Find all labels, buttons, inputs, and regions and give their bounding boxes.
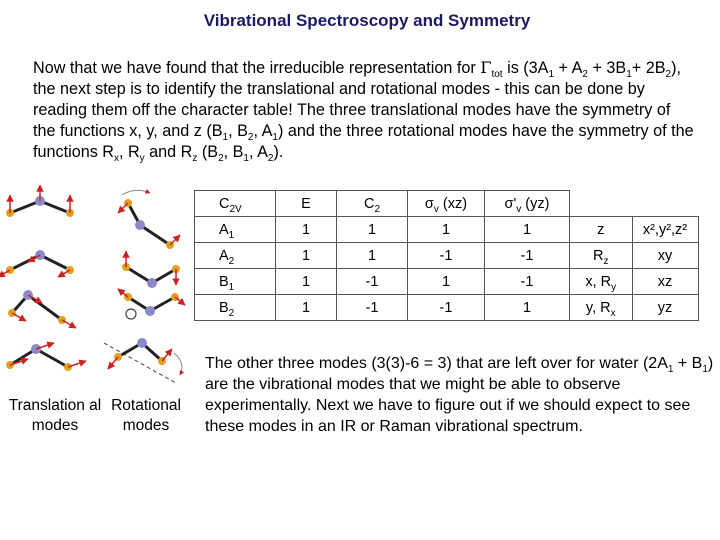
character-value: 1 xyxy=(276,217,337,243)
intro-text: , A xyxy=(248,143,268,161)
subscript: 1 xyxy=(667,364,674,376)
intro-text: , R xyxy=(118,143,140,161)
character-value: 1 xyxy=(485,295,570,321)
quadratic-function: xz xyxy=(632,269,698,295)
subscript: z xyxy=(192,153,198,165)
linear-function: $R_z$ xyxy=(570,243,633,269)
character-value: 1 xyxy=(408,217,485,243)
table-row xyxy=(195,269,699,295)
gamma-symbol: Γ xyxy=(480,58,492,77)
header-linear xyxy=(570,191,633,217)
quadratic-function: xy xyxy=(632,243,698,269)
subscript: 2 xyxy=(665,69,672,81)
subscript: 1 xyxy=(243,153,249,165)
subscript: y xyxy=(139,153,145,165)
subscript: 1 xyxy=(548,69,555,81)
linear-function: z xyxy=(570,217,633,243)
closing-paragraph xyxy=(205,353,717,437)
rotation-mode-1 xyxy=(118,190,180,249)
subscript: tot xyxy=(491,69,503,81)
header-group: $C_{2V}$ xyxy=(195,191,276,217)
intro-text: (B xyxy=(197,143,219,161)
subscript: 2 xyxy=(218,153,224,165)
slide-title: Vibrational Spectroscopy and Symmetry xyxy=(203,11,531,30)
quadratic-function: yz xyxy=(632,295,698,321)
intro-text: is (3A xyxy=(502,59,549,77)
character-value: -1 xyxy=(485,269,570,295)
translation-arrow-icon xyxy=(118,289,128,297)
character-value: 1 xyxy=(337,243,408,269)
translation-mode-1 xyxy=(6,185,74,217)
intro-text: + A xyxy=(554,59,583,77)
translation-arrow-icon xyxy=(118,203,128,213)
translation-arrow-icon xyxy=(108,357,118,369)
subscript: 1 xyxy=(702,364,708,376)
translation-arrow-icon xyxy=(175,297,185,305)
rotational-modes-caption: Rotational modes xyxy=(111,397,181,434)
table-body xyxy=(195,217,699,321)
intro-text: and R xyxy=(144,143,193,161)
character-value: -1 xyxy=(485,243,570,269)
intro-text: , B xyxy=(223,143,244,161)
translation-arrow-icon xyxy=(12,313,26,321)
character-value: 1 xyxy=(276,295,337,321)
translation-mode-2 xyxy=(0,250,74,277)
mode-illustrations xyxy=(0,185,194,395)
table-row xyxy=(195,243,699,269)
translational-modes-caption: Translation al modes xyxy=(8,397,102,434)
intro-text: + 3B xyxy=(587,59,627,77)
character-value: 1 xyxy=(485,217,570,243)
closing-text: + B xyxy=(673,355,703,372)
character-value: 1 xyxy=(337,217,408,243)
c2v-character-table xyxy=(194,190,699,321)
translation-arrow-icon xyxy=(162,349,172,361)
linear-function: x, $R_y$ xyxy=(570,269,633,295)
character-value: -1 xyxy=(408,295,485,321)
intro-text: , A xyxy=(253,122,273,140)
linear-function: y, $R_x$ xyxy=(570,295,633,321)
character-value: -1 xyxy=(337,295,408,321)
intro-text: + 2B xyxy=(631,59,666,77)
translation-mode-4 xyxy=(6,343,86,371)
translation-arrow-icon xyxy=(170,235,180,245)
intro-text: ) and the three rotational modes have the symmetry of the functions R xyxy=(33,122,694,161)
character-value: 1 xyxy=(276,269,337,295)
intro-text: ), the next step is to identify the translational and rotational modes - this can be done by reading them off the character table! The three translational modes have the symmetry of the functions x, y, and z (B xyxy=(33,59,681,140)
irrep-label: $A_2$ xyxy=(195,243,276,269)
intro-paragraph xyxy=(33,57,697,163)
subscript: x xyxy=(113,153,119,165)
character-value: 1 xyxy=(408,269,485,295)
header-e: E xyxy=(276,191,337,217)
water-molecule-icon xyxy=(0,185,194,395)
intro-text: ). xyxy=(273,143,284,161)
irrep-label: $B_1$ xyxy=(195,269,276,295)
rotation-mode-2 xyxy=(122,251,180,288)
irrep-label: $A_1$ xyxy=(195,217,276,243)
header-sigma-v-prime: $\sigma'_v$ (yz) xyxy=(485,191,570,217)
rotation-mode-3 xyxy=(118,289,185,319)
translation-arrow-icon xyxy=(62,320,76,328)
character-value: -1 xyxy=(337,269,408,295)
subscript: 1 xyxy=(222,132,229,144)
table-row xyxy=(195,217,699,243)
header-c2: $C_2$ xyxy=(337,191,408,217)
translation-mode-3 xyxy=(8,290,76,328)
table-header-row xyxy=(195,191,699,217)
intro-text: , B xyxy=(228,122,248,140)
subscript: 2 xyxy=(267,153,274,165)
irrep-label: $B_2$ xyxy=(195,295,276,321)
intro-text: Now that we have found that the irreducible representation for xyxy=(33,59,481,77)
subscript: 2 xyxy=(582,69,588,81)
header-sigma-v: $\sigma_v$ (xz) xyxy=(408,191,485,217)
subscript: 1 xyxy=(626,69,632,81)
rotation-mode-4 xyxy=(104,338,182,383)
table-row xyxy=(195,295,699,321)
translation-arrow-icon xyxy=(68,361,86,367)
closing-text: The other three modes (3(3)-6 = 3) that are left over for water (2A xyxy=(205,355,668,372)
quadratic-function: x²,y²,z² xyxy=(632,217,698,243)
rotation-axis-icon xyxy=(126,309,136,319)
header-quadratic xyxy=(632,191,698,217)
character-value: -1 xyxy=(408,243,485,269)
closing-text: ) are the vibrational modes that we might be able to observe experimentally. Next we have to figure out if we should expect to see these modes in an IR or Raman vibrational spectrum. xyxy=(205,355,714,435)
rotation-arrow-icon xyxy=(122,190,150,195)
rotation-arrow-icon xyxy=(174,353,182,375)
subscript: 1 xyxy=(272,132,278,144)
subscript: 2 xyxy=(247,132,254,144)
character-value: 1 xyxy=(276,243,337,269)
